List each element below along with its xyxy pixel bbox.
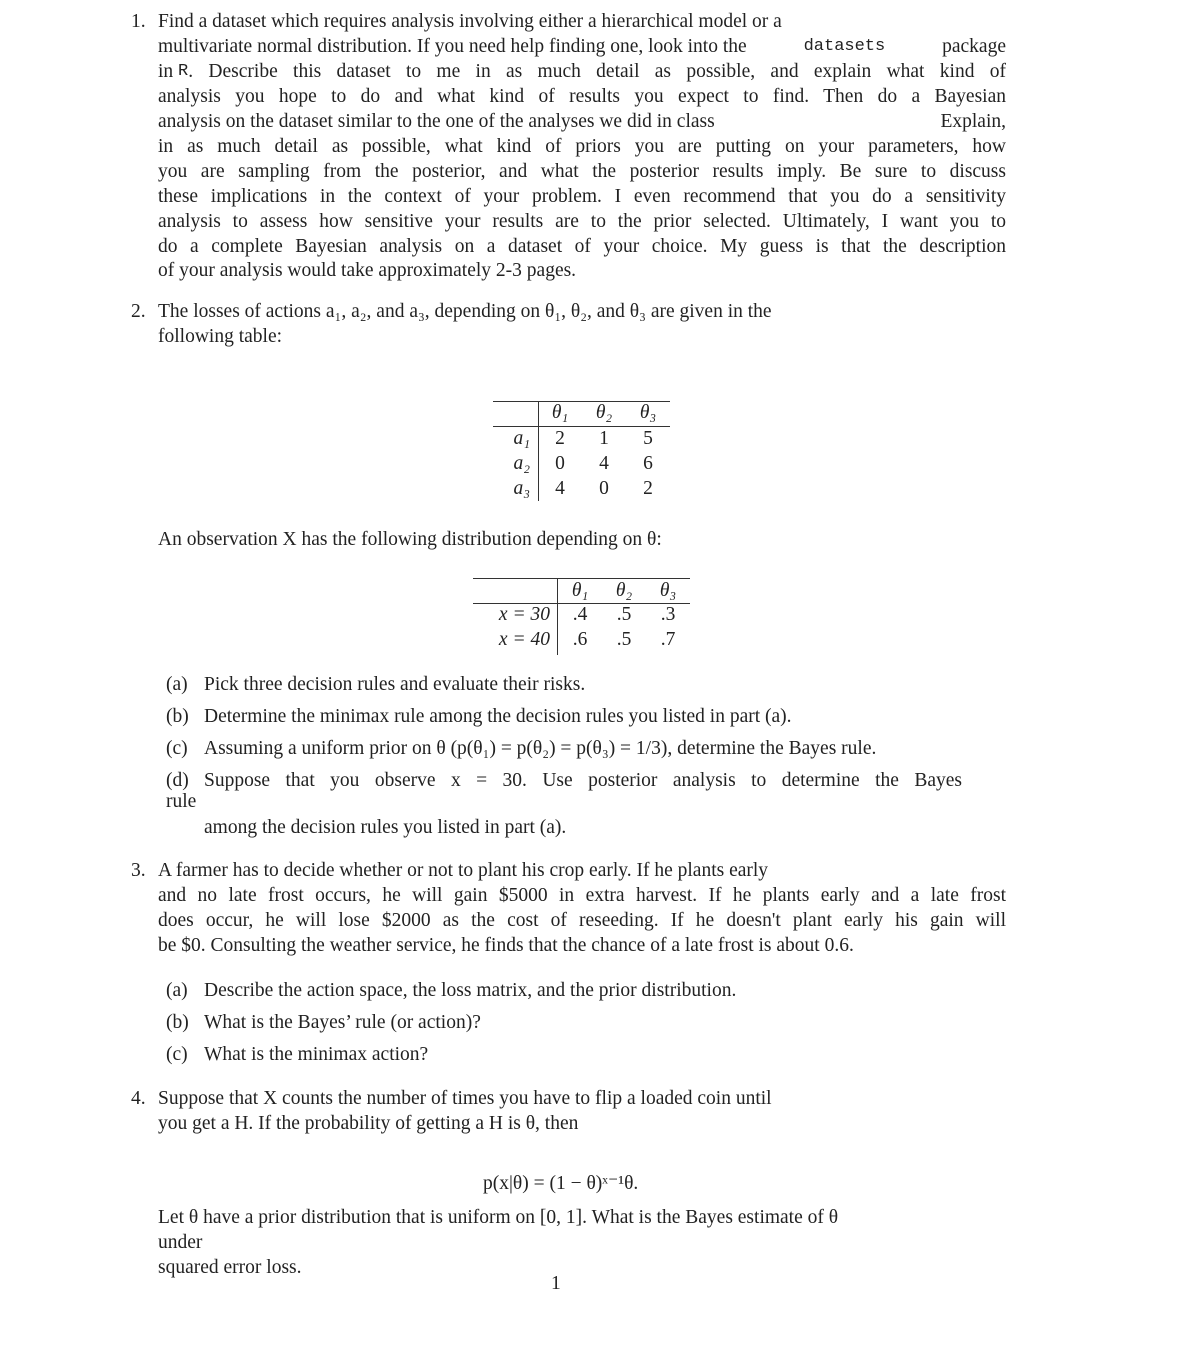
row-label: a₁ xyxy=(513,428,530,449)
part-text: What is the minimax action? xyxy=(204,1044,429,1065)
cell: 1 xyxy=(599,428,609,449)
q1-line xyxy=(158,36,1006,58)
part-text: Determine the minimax rule among the decision rules you listed in part (a). xyxy=(204,706,792,727)
q1-line: Find a dataset which requires analysis involving either a hierarchical model or a xyxy=(158,11,782,32)
col-header: θ₃ xyxy=(659,580,677,601)
col-header: θ₂ xyxy=(595,402,613,423)
q4-line: Let θ have a prior distribution that is uniform on [0, 1]. What is the Bayes estimate of θ xyxy=(158,1207,839,1228)
q1-text: multivariate normal distribution. If you need help finding one, look into the xyxy=(158,36,747,57)
part-text: among the decision rules you listed in part (a). xyxy=(204,817,567,838)
q1-line xyxy=(158,111,1006,133)
q1-line: analysis you hope to do and what kind of results you expect to find. Then do a Bayesian xyxy=(158,86,1006,107)
table-rule xyxy=(557,578,558,655)
q1-line: do a complete Bayesian analysis on a dataset of your choice. My guess is that the description xyxy=(158,236,1006,257)
code-R: R xyxy=(178,62,189,81)
part-text: Describe the action space, the loss matrix, and the prior distribution. xyxy=(204,980,737,1001)
cell: .5 xyxy=(616,604,632,625)
part-text: Suppose that you observe x = 30. Use posterior analysis to determine the Bayes xyxy=(204,770,962,791)
q1-text: package xyxy=(942,36,1006,57)
col-header: θ₂ xyxy=(615,580,633,601)
cell: 0 xyxy=(599,478,609,499)
cell: 4 xyxy=(599,453,609,474)
part-text: rule xyxy=(166,791,197,812)
code-datasets: datasets xyxy=(803,37,886,56)
col-header: θ₁ xyxy=(551,402,569,423)
part-label: (a) xyxy=(166,674,188,695)
q3-line: A farmer has to decide whether or not to plant his crop early. If he plants early xyxy=(158,860,769,881)
table-rule xyxy=(538,401,539,501)
part-label: (c) xyxy=(166,738,188,759)
row-label: x = 40 xyxy=(498,629,550,650)
q1-text: . Describe this dataset to me in as much detail as possible, and explain what kind of xyxy=(188,61,1006,82)
table-rule xyxy=(493,426,670,427)
q1-number: 1. xyxy=(131,11,146,32)
cell: 6 xyxy=(643,453,653,474)
col-header: θ₃ xyxy=(639,402,657,423)
q1-line: in as much detail as possible, what kind of priors you are putting on your parameters, how xyxy=(158,136,1006,157)
cell: 0 xyxy=(555,453,565,474)
q1-text: in xyxy=(158,61,174,82)
cell: 2 xyxy=(555,428,565,449)
formula: p(x|θ) = (1 − θ)ˣ⁻¹θ. xyxy=(483,1173,639,1194)
q1-text: analysis on the dataset similar to the one of the analyses we did in class xyxy=(158,111,715,132)
part-label: (b) xyxy=(166,706,189,727)
part-text: Assuming a uniform prior on θ (p(θ₁) = p(θ₂) = p(θ₃) = 1/3), determine the Bayes rule. xyxy=(204,738,877,759)
q4-line: under xyxy=(158,1232,203,1253)
part-text: What is the Bayes’ rule (or action)? xyxy=(204,1012,481,1033)
cell: 4 xyxy=(555,478,565,499)
cell: .7 xyxy=(660,629,676,650)
q4-line: you get a H. If the probability of getting a H is θ, then xyxy=(158,1113,579,1134)
part-label: (c) xyxy=(166,1044,188,1065)
q1-line: these implications in the context of your problem. I even recommend that you do a sensitivity xyxy=(158,186,1006,207)
q1-text: Explain, xyxy=(940,111,1006,132)
q3-line: be $0. Consulting the weather service, he finds that the chance of a late frost is about 0.6. xyxy=(158,935,854,956)
cell: 2 xyxy=(643,478,653,499)
part-label: (a) xyxy=(166,980,188,1001)
cell: .4 xyxy=(572,604,588,625)
q1-line xyxy=(158,61,1006,83)
q3-line: and no late frost occurs, he will gain $5000 in extra harvest. If he plants early and a late frost xyxy=(158,885,1006,906)
q4-line: squared error loss. xyxy=(158,1257,302,1278)
q2-line: The losses of actions a₁, a₂, and a₃, depending on θ₁, θ₂, and θ₃ are given in the xyxy=(158,301,772,322)
q3-number: 3. xyxy=(131,860,146,881)
q2-number: 2. xyxy=(131,301,146,322)
row-label: a₂ xyxy=(513,453,530,474)
q4-number: 4. xyxy=(131,1088,146,1109)
cell: .6 xyxy=(572,629,588,650)
q1-line: analysis to assess how sensitive your results are to the prior selected. Ultimately, I want you to xyxy=(158,211,1006,232)
table-rule xyxy=(473,578,690,579)
q2-line: following table: xyxy=(158,326,283,347)
q4-line: Suppose that X counts the number of times you have to flip a loaded coin until xyxy=(158,1088,772,1109)
col-header: θ₁ xyxy=(571,580,589,601)
observation-text: An observation X has the following distribution depending on θ: xyxy=(158,529,662,550)
q1-line: you are sampling from the posterior, and what the posterior results imply. Be sure to discuss xyxy=(158,161,1006,182)
part-label: (d) xyxy=(166,770,189,791)
part-text: Pick three decision rules and evaluate their risks. xyxy=(204,674,586,695)
page-number: 1 xyxy=(551,1273,561,1294)
q1-line: of your analysis would take approximately 2-3 pages. xyxy=(158,260,577,281)
row-label: a₃ xyxy=(513,478,530,499)
cell: 5 xyxy=(643,428,653,449)
q3-line: does occur, he will lose $2000 as the cost of reseeding. If he doesn't plant early his gain will xyxy=(158,910,1006,931)
cell: .3 xyxy=(660,604,676,625)
cell: .5 xyxy=(616,629,632,650)
part-label: (b) xyxy=(166,1012,189,1033)
row-label: x = 30 xyxy=(498,604,550,625)
